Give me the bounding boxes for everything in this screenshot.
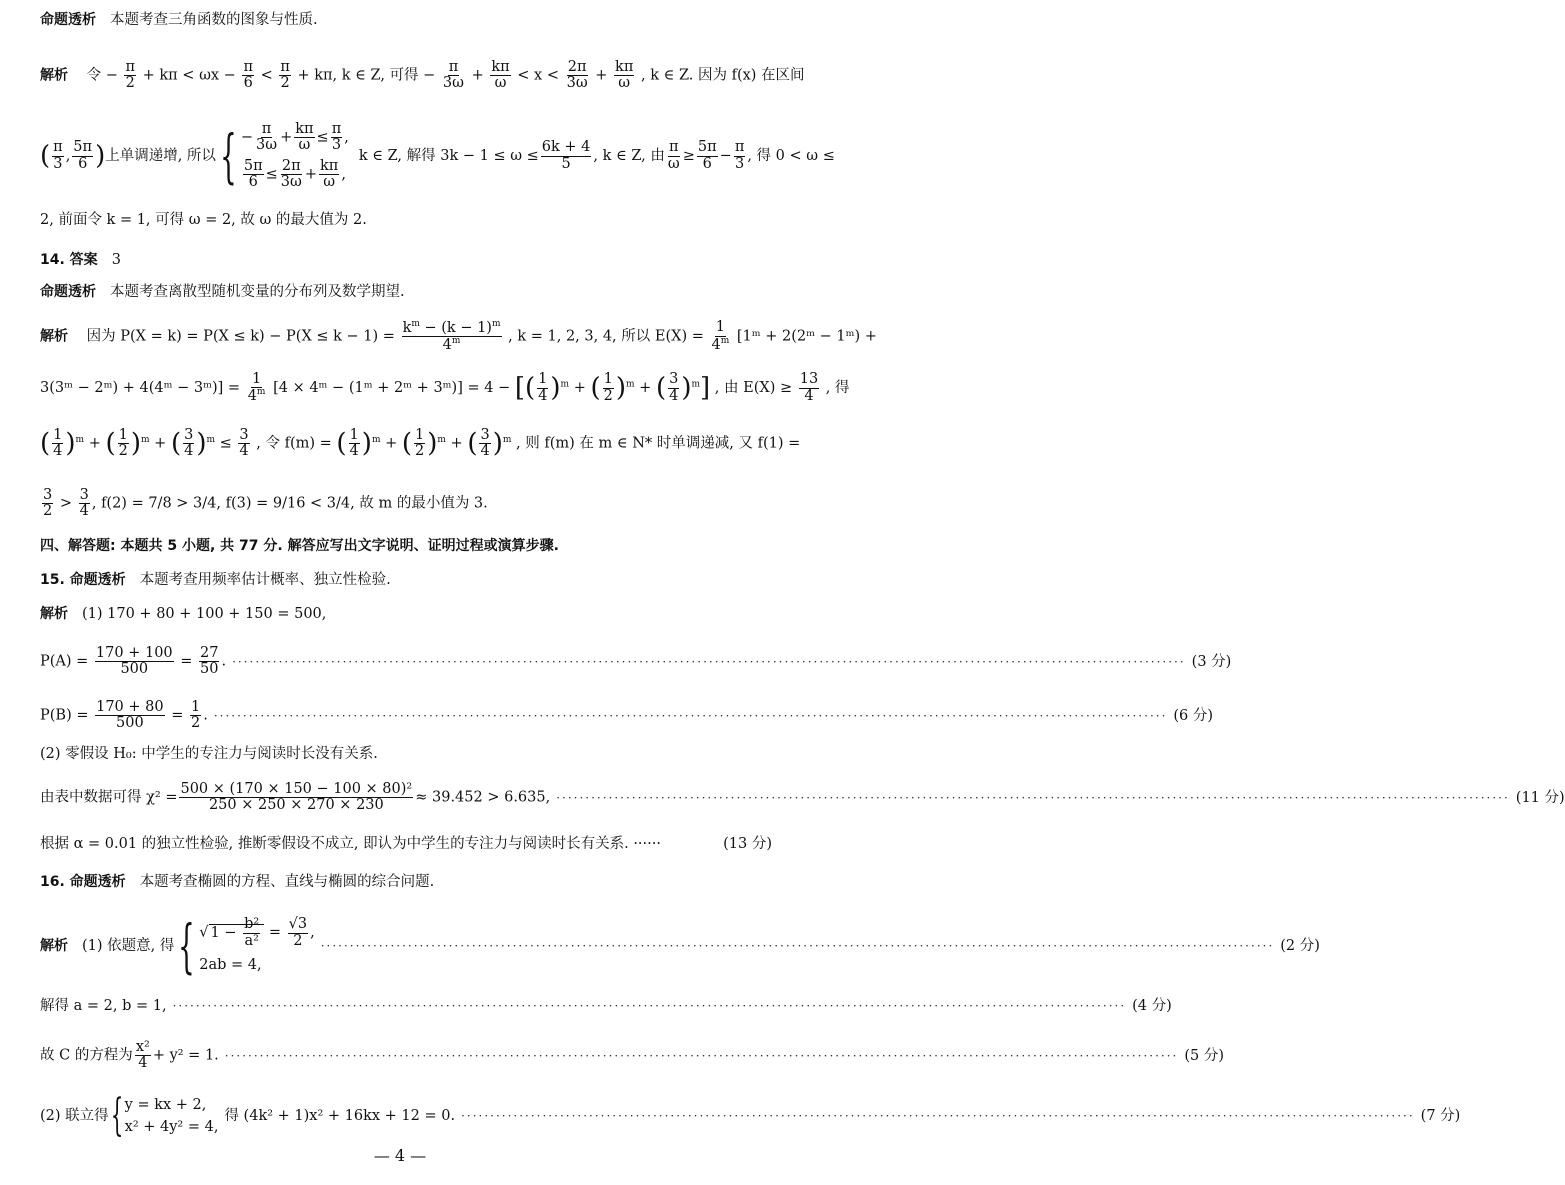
fraction: $\frac{\pi}{3}$ <box>734 139 745 172</box>
fraction: $\frac{\pi}{2}$ <box>280 59 290 92</box>
text: + <box>595 67 608 84</box>
fraction: $\frac{6k + 4}{5}$ <box>541 139 591 172</box>
fraction: $\frac{k\pi}{\omega}$ <box>491 59 510 92</box>
score: (7 分) <box>1420 1108 1461 1124</box>
q16-line2 <box>40 996 1172 1016</box>
fraction: $\frac{\pi}{3\omega}$ <box>442 59 464 92</box>
text: < <box>260 67 273 84</box>
leader-dots <box>461 1106 1415 1126</box>
fraction: $\frac{3}{2}$ <box>43 487 53 520</box>
fraction: $\frac{5\pi}{6}$ <box>73 139 93 172</box>
q16-line4 <box>40 1090 1461 1142</box>
fraction: $\frac{\pi}{3}$ <box>53 139 63 172</box>
text: + y² = 1. <box>152 1047 219 1064</box>
paren: ) <box>95 141 106 171</box>
text: (2) 联立得 <box>40 1108 109 1124</box>
text: , k ∈ Z. 因为 f(x) 在区间 <box>640 67 805 84</box>
equation-system <box>125 1095 219 1137</box>
text: , 则 f(m) 在 m ∈ N* 时单调递减, 又 f(1) = <box>516 435 801 452</box>
q13-analysis-intro <box>40 10 772 30</box>
text: k ∈ Z, 解得 3k − 1 ≤ ω ≤ <box>358 148 539 164</box>
text: 解得 a = 2, b = 1, <box>40 998 167 1014</box>
fraction: $\frac{5\pi}{6}$ <box>697 139 717 172</box>
q16-jx-label: 解析 <box>40 938 68 954</box>
fraction: $\frac{\pi}{6}$ <box>243 59 253 92</box>
q15-head: 15. 命题透析 <box>40 572 126 588</box>
brace: { <box>110 1090 123 1141</box>
text: 本题考查用频率估计概率、独立性检验. <box>139 572 391 588</box>
q13-solution-line2: ( $\frac{\pi}{3}$ , $\frac{5\pi}{6}$ ) 上单调递增, 所以 { − $\frac{\pi}{3\omega}$ + $\frac{k\pi}{\omega}$ ≤ $\frac{\pi}{3}$ , $\frac{5\pi}{6}$ ≤ $\frac{2\pi}{3\omega}$ + $\frac{k\pi}{\omega}$ , k ∈ Z, 解得 3k − 1 ≤ ω ≤ $\frac{6k + 4}{5}$ , k ∈ Z, 由 $\frac{\pi}{\omega}$ ≥ $\frac{5\pi}{6}$ − $\frac{\pi}{3}$ , 得 0 < ω ≤ <box>40 120 835 191</box>
q15-hypothesis: (2) 零假设 H₀: 中学生的专注力与阅读时长没有关系. <box>40 746 378 762</box>
q14-solution-line2: 3(3ᵐ − 2ᵐ) + 4(4ᵐ − 3ᵐ)] = $\frac{1}{4^m}$ [4 × 4ᵐ − (1ᵐ + 2ᵐ + 3ᵐ)] = 4 − [( $\frac{1}{4}$ )$^m$ + ( $\frac{1}{2}$ )$^m$ + ( $\frac{3}{4}$ )$^m$] , 由 E(X) ≥ $\frac{13}{4}$ , 得 <box>40 371 850 405</box>
q14-tou-label: 命题透析 <box>40 284 96 300</box>
text: ≈ 39.452 > 6.635, <box>415 789 551 806</box>
leader-dots <box>232 652 1186 672</box>
text: 得 (4k² + 1)x² + 16kx + 12 = 0. <box>224 1108 456 1124</box>
fraction: $\frac{k^m - (k - 1)^m}{4^m}$ <box>402 319 501 353</box>
fraction: $\frac{\pi}{2}$ <box>125 59 136 92</box>
fraction: $\frac{\pi}{\omega}$ <box>667 139 680 172</box>
leader-dots <box>214 706 1168 726</box>
text: 令 − <box>86 67 118 84</box>
q16-head: 16. 命题透析 <box>40 874 126 890</box>
text: , 得 0 < ω ≤ <box>747 148 835 164</box>
text: 由表中数据可得 χ² = <box>40 789 178 806</box>
text: (1) 170 + 80 + 100 + 150 = 500, <box>82 606 327 622</box>
equation-system: √ 1 − $\frac{\text{b²}}{\text{a²}}$ = $\frac{√3}{2}$ , 2ab = 4, <box>199 916 315 973</box>
q13-solution-line1 <box>40 59 805 92</box>
text: − <box>719 148 732 164</box>
q13-jx-label: 解析 <box>40 67 68 84</box>
fraction: $\frac{2\pi}{3\omega}$ <box>566 59 588 92</box>
text: 本题考查椭圆的方程、直线与椭圆的综合问题. <box>139 874 435 890</box>
score: (2 分) <box>1280 938 1320 954</box>
q13-solution-line3: 2, 前面令 k = 1, 可得 ω = 2, 故 ω 的最大值为 2. <box>40 212 367 228</box>
text: , 由 E(X) ≥ <box>714 380 793 397</box>
text: f(2) = 7/8 > 3/4, f(3) = 9/16 < 3/4, 故 m 的最小值为 3. <box>101 495 488 512</box>
score: (5 分) <box>1184 1047 1225 1064</box>
q14-jx-label: 解析 <box>40 328 68 345</box>
q13-tou-label: 命题透析 <box>40 12 96 28</box>
score: (3 分) <box>1191 653 1232 670</box>
q14-analysis-intro <box>40 282 772 302</box>
text: , k ∈ Z, 由 <box>593 148 665 164</box>
score: (11 分) <box>1515 789 1565 806</box>
q14-answer: 3 <box>111 252 121 268</box>
text: y = kx + 2, <box>124 1097 207 1113</box>
page-number: — 4 — <box>373 1146 427 1165</box>
text: 因为 P(X = k) = P(X ≤ k) − P(X ≤ k − 1) = <box>86 328 395 345</box>
fraction: $\frac{1}{4^m}$ <box>711 319 730 353</box>
text: + <box>471 67 484 84</box>
text: + kπ, k ∈ Z, 可得 − <box>297 67 436 84</box>
fraction: $\frac{3}{4}$ <box>239 427 249 460</box>
q14-solution-line4: $\frac{3}{2}$ > $\frac{3}{4}$ , f(2) = 7/8 > 3/4, f(3) = 9/16 < 3/4, 故 m 的最小值为 3. <box>43 487 488 520</box>
text: 根据 α = 0.01 的独立性检验, 推断零假设不成立, 即认为中学生的专注力与阅读时长有关系. ······ <box>40 836 661 852</box>
q14-solution-line1 <box>40 319 877 353</box>
q14-solution-line3: ( $\frac{1}{4}$ )$^m$ + ( $\frac{1}{2}$ )$^m$ + ( $\frac{3}{4}$ )$^m$ ≤ $\frac{3}{4}$ , 令 f(m) = ( $\frac{1}{4}$ )$^m$ + ( $\frac{1}{2}$ )$^m$ + ( $\frac{3}{4}$ )$^m$ , 则 f(m) 在 m ∈ N* 时单调递减, 又 f(1) = <box>40 427 801 460</box>
fraction: $\frac{k\pi}{\omega}$ <box>615 59 634 92</box>
text: 上单调递增, 所以 <box>105 148 216 164</box>
leader-dots <box>556 788 1510 808</box>
q15-jx-label: 解析 <box>40 606 68 622</box>
brace: { <box>178 912 196 980</box>
text: ≥ <box>682 148 695 164</box>
text: P(B) = <box>40 707 89 724</box>
score: (13 分) <box>723 836 772 852</box>
text: + kπ < ωx − <box>142 67 236 84</box>
score: (4 分) <box>1132 998 1172 1014</box>
q15-conclusion <box>40 834 772 854</box>
leader-dots <box>173 996 1127 1016</box>
text: ≤ <box>219 435 232 452</box>
text: 2ab = 4, <box>199 956 262 973</box>
q15-pb-line: P(B) = $\frac{170 + 80}{500}$ = $\frac{1}{2}$ . ····· (6 分) <box>40 700 772 731</box>
text: x² + 4y² = 4, <box>124 1119 219 1135</box>
fraction: $\frac{1}{4^m}$ <box>247 371 266 405</box>
leader-dots <box>321 936 1275 956</box>
q16-header <box>40 872 772 892</box>
q15-chi-line: 由表中数据可得 χ² = $\frac{\text{500 × (170 × 150 − 100 × 80)²}}{250 \times 250 \times 270 \times 230}$ ≈ 39.452 > 6.635, ····· (11 分) <box>40 782 772 813</box>
text: 本题考查离散型随机变量的分布列及数学期望. <box>110 284 405 300</box>
fraction: $\frac{13}{4}$ <box>799 371 819 404</box>
q15-pa-line: P(A) = $\frac{170 + 100}{500}$ = $\frac{27}{50}$ . ····· (3 分) <box>40 646 772 677</box>
text: < x < <box>517 67 559 84</box>
text: , 得 <box>825 380 850 397</box>
text: 故 C 的方程为 <box>40 1047 133 1064</box>
q14-header <box>40 250 772 270</box>
q14-head: 14. 答案 <box>40 252 98 268</box>
q15-header <box>40 570 772 590</box>
leader-dots <box>225 1046 1179 1066</box>
text: (1) 依题意, 得 <box>82 938 175 954</box>
inequality-system: − $\frac{\pi}{3\omega}$ + $\frac{k\pi}{\omega}$ ≤ $\frac{\pi}{3}$ , $\frac{5\pi}{6}$ ≤ $\frac{2\pi}{3\omega}$ + $\frac{k\pi}{\omega}$ , <box>240 120 349 191</box>
text: 3(3ᵐ − 2ᵐ) + 4(4ᵐ − 3ᵐ)] = <box>40 380 241 397</box>
section-four-heading: 四、解答题: 本题共 5 小题, 共 77 分. 解答应写出文字说明、证明过程或演算步骤. <box>40 538 559 554</box>
text: P(A) = <box>40 653 89 670</box>
text: [4 × 4ᵐ − (1ᵐ + 2ᵐ + 3ᵐ)] = 4 − <box>273 380 511 397</box>
paren: ( <box>40 141 51 171</box>
score: (6 分) <box>1173 707 1214 724</box>
text: , k = 1, 2, 3, 4, 所以 E(X) = <box>508 328 704 345</box>
q16-line3: 故 C 的方程为 $\frac{\text{x²}}{4}$ + y² = 1. ····· (5 分) <box>40 1040 772 1071</box>
q15-line1 <box>40 604 772 624</box>
q13-tou-text: 本题考查三角函数的图象与性质. <box>110 12 318 28</box>
brace: { <box>220 122 237 190</box>
text: , 令 f(m) = <box>256 435 332 452</box>
q16-line1 <box>40 910 1320 982</box>
text: [1ᵐ + 2(2ᵐ − 1ᵐ) + <box>736 328 877 345</box>
